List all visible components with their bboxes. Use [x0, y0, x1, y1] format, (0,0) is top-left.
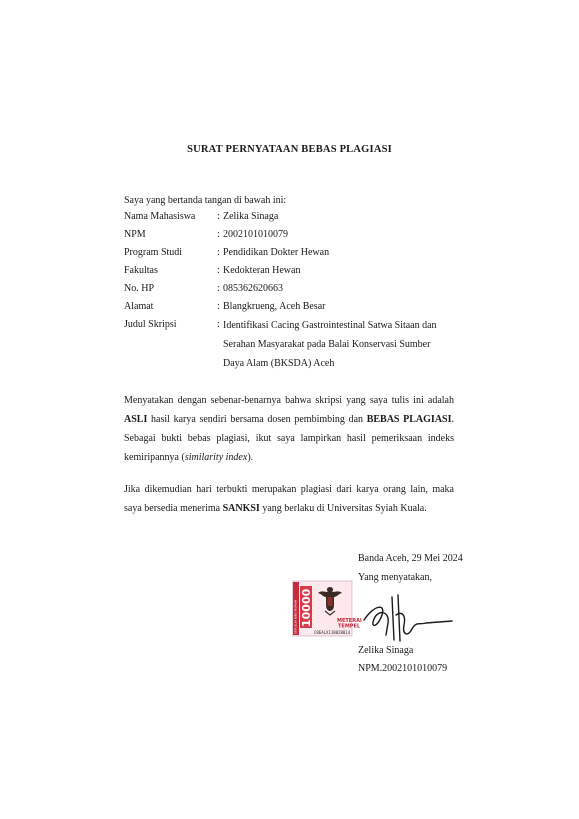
field-label: Program Studi [124, 247, 183, 258]
sanction-emphasis: SANKSI [222, 503, 260, 514]
student-info [124, 210, 454, 377]
field-value: Zelika Sinaga [223, 211, 279, 222]
field-value: 085362620663 [223, 283, 283, 294]
original-emphasis: ASLI [124, 414, 148, 425]
signer-name: Zelika Sinaga [358, 645, 414, 656]
field-value: Kedokteran Hewan [223, 265, 301, 276]
stamp-serial: C8EALX118028814 [314, 630, 351, 635]
signer-npm: NPM.2002101010079 [358, 663, 448, 674]
paragraph-text: yang berlaku di Universitas Syiah Kuala. [259, 503, 427, 514]
field-label: Nama Mahasiswa [124, 211, 196, 222]
stamp-value: 10000 [300, 588, 313, 627]
field-colon: : [217, 211, 220, 222]
signer-role: Yang menyatakan, [358, 572, 432, 583]
field-row-address [124, 300, 454, 314]
paragraph-text: Menyatakan dengan sebenar-benarnya bahwa skripsi yang saya tulis ini adalah [124, 395, 454, 406]
declaration-paragraph [124, 391, 454, 467]
field-value: 2002101010079 [223, 229, 288, 240]
plagiarism-free-emphasis: BEBAS PLAGIASI [366, 414, 452, 425]
paragraph-text: Jika dikemudian hari terbukti merupakan plagiasi dari karya orang lain, maka saya bersedia menerima [124, 484, 454, 514]
handwritten-signature [356, 585, 456, 645]
field-label: Fakultas [124, 265, 158, 276]
similarity-index-term: similarity index [184, 452, 248, 463]
field-row-name [124, 210, 454, 224]
paragraph-text: ). [247, 452, 254, 463]
field-colon: : [217, 265, 220, 276]
field-colon: : [217, 247, 220, 258]
field-colon: : [217, 319, 220, 330]
field-value: Pendidikan Dokter Hewan [223, 247, 330, 258]
field-value: Identifikasi Cacing Gastrointestinal Satwa Sitaan dan Serahan Masyarakat pada Balai Konservasi Sumber Daya Alam (BKSDA) Aceh [223, 320, 437, 369]
paragraph-text: . Sebagai bukti bebas plagiasi, ikut saya lampirkan hasil pemeriksaan indeks kemiripannya ( [124, 414, 454, 463]
field-colon: : [217, 283, 220, 294]
field-row-npm [124, 228, 454, 242]
stamp-label-meterai: METERAI [337, 618, 362, 624]
field-row-faculty [124, 264, 454, 278]
stamp-label-tempel: TEMPEL [338, 623, 361, 630]
field-row-thesis-title [124, 318, 454, 373]
place-date: Banda Aceh, 29 Mei 2024 [358, 553, 463, 564]
document-title: SURAT PERNYATAAN BEBAS PLAGIASI [187, 144, 392, 155]
intro-text: Saya yang bertanda tangan di bawah ini: [124, 195, 287, 206]
field-label: Alamat [124, 301, 154, 312]
field-label: Judul Skripsi [124, 319, 177, 330]
field-label: No. HP [124, 283, 155, 294]
field-label: NPM [124, 229, 146, 240]
field-row-phone [124, 282, 454, 296]
field-row-program [124, 246, 454, 260]
stamp-side-text: SEPULUH RIBU RUPIAH [293, 599, 298, 634]
field-colon: : [217, 301, 220, 312]
field-colon: : [217, 229, 220, 240]
field-value: Blangkrueng, Aceh Besar [223, 301, 326, 312]
sanction-paragraph [124, 480, 454, 518]
paragraph-text: hasil karya sendiri bersama dosen pembimbing dan [147, 414, 367, 425]
